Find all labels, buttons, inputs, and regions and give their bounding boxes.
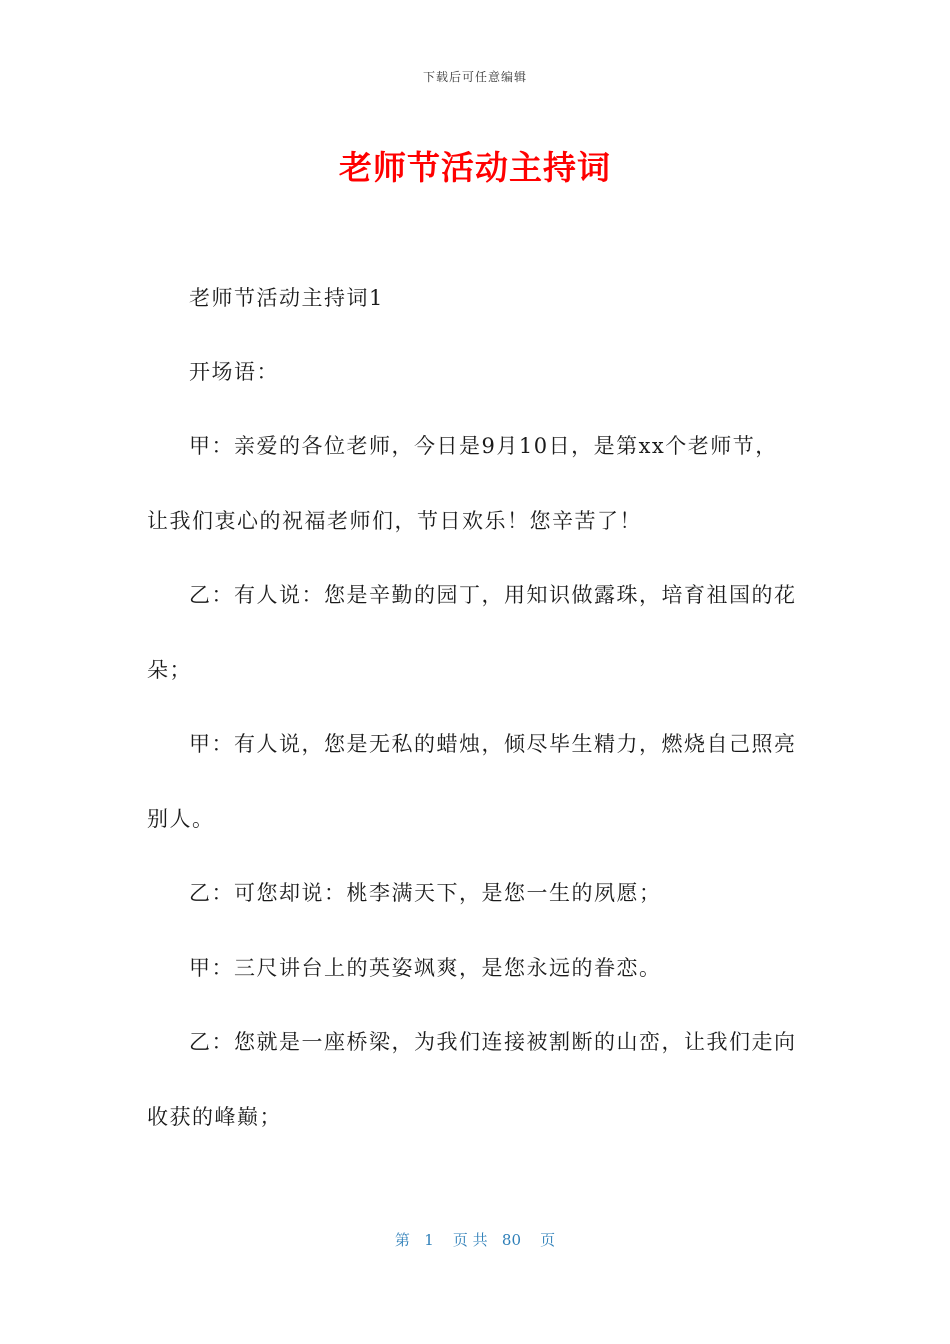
paragraph-line: 别人。 (147, 807, 215, 831)
paragraph-line: 甲：三尺讲台上的英姿飒爽，是您永远的眷恋。 (189, 956, 662, 980)
paragraph-line: 甲：有人说，您是无私的蜡烛，倾尽毕生精力，燃烧自己照亮 (189, 732, 797, 756)
paragraph-line: 乙：可您却说：桃李满天下，是您一生的夙愿； (189, 881, 662, 905)
paragraph-line: 乙：有人说：您是辛勤的园丁，用知识做露珠，培育祖国的花 (189, 583, 797, 607)
paragraph-line: 乙：您就是一座桥梁，为我们连接被割断的山峦，让我们走向 (189, 1030, 797, 1054)
paragraph-line: 开场语： (189, 360, 279, 384)
paragraph-line: 朵； (147, 658, 192, 682)
document-title: 老师节活动主持词 (339, 148, 611, 187)
paragraph-line: 甲：亲爱的各位老师，今日是9月10日，是第xx个老师节， (189, 434, 778, 458)
section-heading: 老师节活动主持词1 (189, 286, 384, 310)
paragraph-line: 让我们衷心的祝福老师们，节日欢乐！您辛苦了！ (147, 509, 642, 533)
paragraph-line: 收获的峰巅； (147, 1105, 282, 1129)
page-number-footer: 第 1 页 共 80 页 (394, 1231, 556, 1249)
header-note: 下载后可任意编辑 (422, 70, 527, 84)
